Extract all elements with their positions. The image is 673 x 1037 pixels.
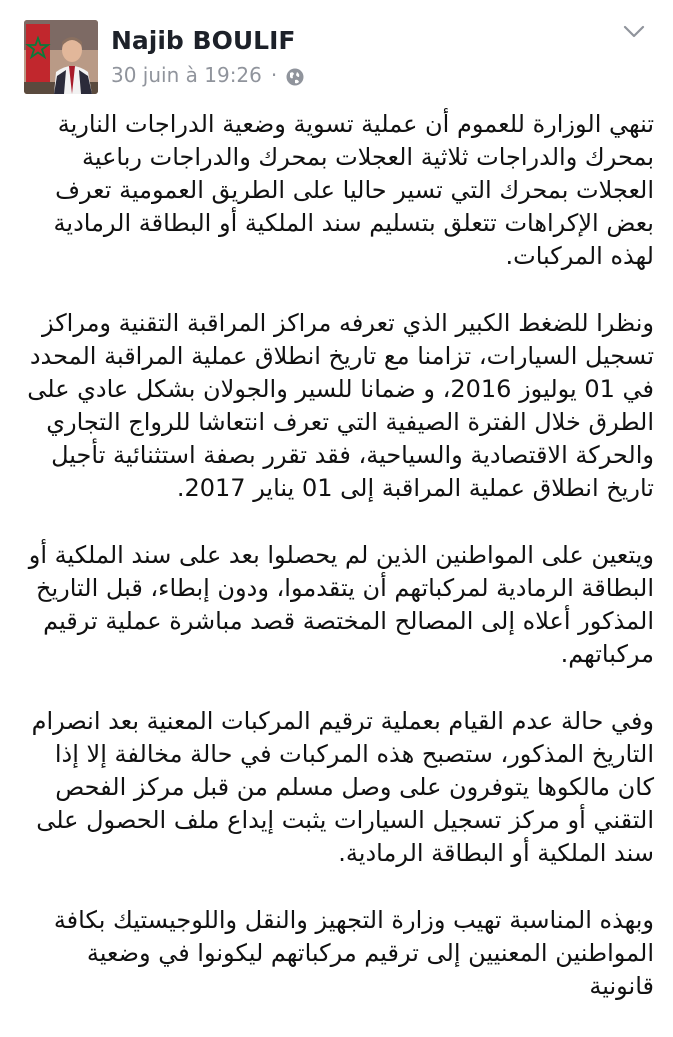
chevron-down-icon[interactable] bbox=[622, 24, 646, 40]
post-timestamp[interactable]: 30 juin à 19:26 bbox=[111, 63, 262, 87]
post-header bbox=[0, 0, 673, 110]
globe-icon[interactable] bbox=[286, 66, 304, 84]
post-paragraph: ونظرا للضغط الكبير الذي تعرفه مراكز المراقبة التقنية ومراكز تسجيل السيارات، تزامنا مع تاريخ انطلاق عملية المراقبة المحدد في 01 يوليوز 2016، و ضمانا للسير والجولان بشكل عادي على الطرق خلال الفترة الصيفية التي تعرف انتعاشا للرواج التجاري والحركة الاقتصادية والسياحية، فقد تقرر بصفة استثنائية تأجيل تاريخ انطلاق عملية المراقبة إلى 01 يناير 2017. bbox=[27, 309, 654, 502]
post-paragraph: وبهذه المناسبة تهيب وزارة التجهيز والنقل واللوجيستيك بكافة المواطنين المعنيين إلى ترقيم مركباتهم ليكونوا في وضعية قانونية bbox=[53, 906, 654, 1000]
post-paragraph: وفي حالة عدم القيام بعملية ترقيم المركبات المعنية بعد انصرام التاريخ المذكور، ستصبح هذه المركبات في حالة مخالفة إلا إذا كان مالكوها يتوفرون على وصل مسلم من قبل مركز الفحص التقني أو مركز تسجيل السيارات يثبت إيداع ملف الحصول على سند الملكية أو البطاقة الرمادية. bbox=[31, 707, 654, 867]
avatar[interactable] bbox=[24, 20, 98, 94]
post-meta bbox=[111, 62, 304, 88]
post-paragraph: تنهي الوزارة للعموم أن عملية تسوية وضعية الدراجات النارية بمحرك والدراجات ثلاثية العجلات بمحرك والدراجات رباعية العجلات بمحرك التي تسير حاليا على الطريق العمومية تعرف بعض الإكراهات تتعلق بتسليم سند الملكية أو البطاقة الرمادية لهذه المركبات. bbox=[53, 110, 654, 270]
profile-photo bbox=[24, 20, 98, 94]
post-paragraph: ويتعين على المواطنين الذين لم يحصلوا بعد على سند الملكية أو البطاقة الرمادية لمركباتهم أن يتقدموا، ودون إبطاء، قبل التاريخ المذكور أعلاه إلى المصالح المختصة قصد مباشرة عملية ترقيم مركباتهم. bbox=[28, 541, 654, 668]
meta-separator: · bbox=[270, 63, 278, 87]
author-name[interactable]: Najib BOULIF bbox=[111, 26, 296, 55]
post-body bbox=[20, 108, 654, 1037]
